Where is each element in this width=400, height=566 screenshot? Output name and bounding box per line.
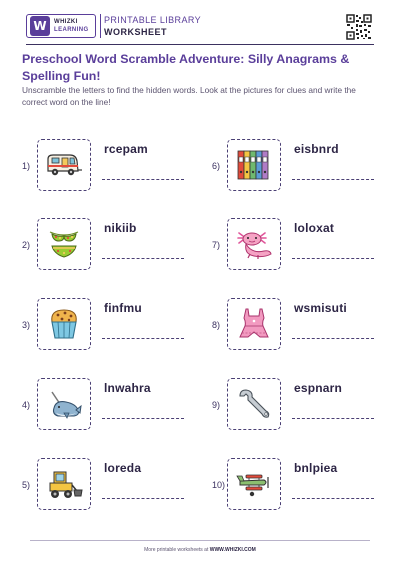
item-number: 6)	[212, 161, 221, 171]
answer-line[interactable]	[102, 498, 184, 499]
item-number: 9)	[212, 400, 221, 410]
picture-box	[37, 298, 91, 350]
narwhal-icon	[44, 384, 84, 424]
brand-logo	[26, 14, 96, 38]
binders-icon	[234, 145, 274, 185]
question-item	[22, 139, 212, 209]
answer-line[interactable]	[292, 418, 374, 419]
picture-box	[227, 458, 281, 510]
answer-line[interactable]	[102, 418, 184, 419]
question-item	[212, 218, 400, 288]
scrambled-word: rcepam	[104, 142, 148, 156]
item-number: 8)	[212, 320, 221, 330]
picture-box	[37, 218, 91, 270]
instructions: Unscramble the letters to find the hidden words. Look at the pictures for clues and write the correct word on the line!	[22, 85, 356, 107]
logo-text	[54, 18, 89, 34]
picture-box	[37, 378, 91, 430]
loader-icon	[44, 464, 84, 504]
swimsuit-icon	[234, 304, 274, 344]
answer-line[interactable]	[292, 498, 374, 499]
answer-line[interactable]	[102, 179, 184, 180]
answer-line[interactable]	[102, 258, 184, 259]
item-number: 3)	[22, 320, 31, 330]
answer-line[interactable]	[292, 258, 374, 259]
logo-line2: LEARNING	[54, 27, 89, 33]
scrambled-word: finfmu	[104, 301, 142, 315]
library-label: PRINTABLE LIBRARY	[104, 15, 201, 25]
footer-site-link[interactable]: WWW.WHIZKI.COM	[209, 547, 256, 553]
question-item	[22, 298, 212, 368]
picture-box	[227, 139, 281, 191]
biplane-icon	[234, 464, 274, 504]
question-item	[22, 378, 212, 448]
picture-box	[227, 298, 281, 350]
bikini-icon	[44, 224, 84, 264]
item-number: 2)	[22, 240, 31, 250]
spanner-icon	[234, 384, 274, 424]
footer	[0, 547, 400, 553]
qr-code-icon	[346, 14, 372, 40]
question-item	[22, 458, 212, 528]
question-item	[22, 218, 212, 288]
scrambled-word: eisbnrd	[294, 142, 339, 156]
scrambled-word: lnwahra	[104, 381, 151, 395]
scrambled-word: loloxat	[294, 221, 335, 235]
scrambled-word: bnlpiea	[294, 461, 338, 475]
page-title: Preschool Word Scramble Adventure: Silly Anagrams & Spelling Fun!	[22, 52, 350, 83]
scrambled-word: wsmisuti	[294, 301, 347, 315]
answer-line[interactable]	[102, 338, 184, 339]
logo-line1: WHIZKI	[54, 19, 78, 25]
header-divider	[100, 14, 101, 38]
muffin-icon	[44, 304, 84, 344]
camper-icon	[44, 145, 84, 185]
footer-prefix: More printable worksheets at	[144, 547, 209, 553]
picture-box	[37, 458, 91, 510]
worksheet-label: WORKSHEET	[104, 27, 167, 37]
header-rule	[26, 44, 374, 45]
logo-mark: W	[30, 16, 50, 36]
scrambled-word: loreda	[104, 461, 142, 475]
item-number: 10)	[212, 480, 226, 490]
picture-box	[227, 218, 281, 270]
answer-line[interactable]	[292, 338, 374, 339]
item-number: 1)	[22, 161, 31, 171]
scrambled-word: espnarn	[294, 381, 343, 395]
question-item	[212, 298, 400, 368]
item-number: 4)	[22, 400, 31, 410]
item-number: 7)	[212, 240, 221, 250]
footer-rule	[30, 540, 370, 541]
picture-box	[37, 139, 91, 191]
item-number: 5)	[22, 480, 31, 490]
answer-line[interactable]	[292, 179, 374, 180]
axolotl-icon	[234, 224, 274, 264]
question-item	[212, 378, 400, 448]
question-item	[212, 458, 400, 528]
question-item	[212, 139, 400, 209]
picture-box	[227, 378, 281, 430]
scrambled-word: nikiib	[104, 221, 137, 235]
